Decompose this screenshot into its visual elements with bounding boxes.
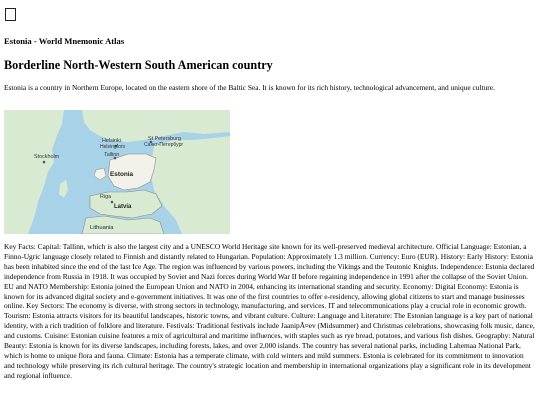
- label-riga: Riga: [100, 194, 112, 200]
- label-tallinn: Tallinn: [104, 152, 120, 158]
- label-st-petersburg: St Petersburg: [148, 136, 181, 142]
- key-facts-paragraph: Key Facts: Capital: Tallinn, which is also the largest city and a UNESCO World Heritage site known for its well-preserved medieval architecture. Official Language: Estonian, a Finno-Ugric language closely related to Finnish and distantly related to Hungarian. Population: Approximately 1.3 million. Currency: Euro (EUR). History: Early History: Estonia has been inhabited since the end of the last Ice Age. The region was influenced by various powers, including the Vikings and the Teutonic Knights. Independence: Estonia declared independence from Russia in 1918. It was occupied by Soviet and Nazi forces during World War II before regaining independence in 1991 after the collapse of the Soviet Union. EU and NATO Membership: Estonia joined the European Union and NATO in 2004, enhancing its international standing and security. Economy: Digital Economy: Estonia is known for its advanced digital society and e-government initiatives. It was one of the first countries to offer e-residency, allowing global citizens to start and manage businesses online. Key Sectors: The economy is diverse, with strong sectors in technology, manufacturing, and services. IT and telecommunications play a crucial role in economic growth. Tourism: Estonia attracts visitors for its beautiful landscapes, historic towns, and vibrant culture. Culture: Language and Literature: The Estonian language is a key part of national identity, with a rich tradition of folklore and literature. Festivals: Traditional festivals include JaanipÃ¤ev (Midsummer) and Christmas celebrations, showcasing folk music, dance, and customs. Cuisine: Estonian cuisine features a mix of agricultural and maritime influences, with staples such as rye bread, potatoes, and various fish dishes. Geography: Natural Beauty: Estonia is known for its diverse landscapes, including forests, lakes, and over 2,000 islands. The country has several national parks, including Lahemaa National Park, which is home to unique flora and fauna. Climate: Estonia has a temperate climate, with cold winters and mild summers. Estonia is celebrated for its commitment to innovation and technology while preserving its rich cultural heritage. The country's strategic location and membership in international organizations play a significant role in its development and regional influence.: [4, 242, 535, 380]
- stockholm-dot: [43, 161, 46, 164]
- broken-image-icon: [5, 8, 16, 21]
- map-graphic: [4, 110, 230, 234]
- riga-dot: [111, 201, 114, 204]
- label-st-petersburg-alt: Санкт-Петербург: [144, 142, 184, 148]
- label-helsinki: Helsinki: [102, 138, 121, 144]
- site-title: Estonia - World Mnemonic Atlas: [4, 36, 125, 46]
- estonia-map-image: [4, 110, 230, 234]
- page-headline: Borderline North-Western South American country: [4, 58, 273, 72]
- label-lithuania: Lithuania: [90, 225, 114, 231]
- intro-paragraph: Estonia is a country in Northern Europe, located on the eastern shore of the Baltic Sea. It is known for its rich history, technological advancement, and unique culture.: [4, 83, 495, 92]
- label-helsinki-alt: Helsingfors: [100, 144, 126, 150]
- label-stockholm: Stockholm: [34, 154, 60, 160]
- label-estonia: Estonia: [110, 171, 134, 178]
- label-latvia: Latvia: [114, 204, 132, 210]
